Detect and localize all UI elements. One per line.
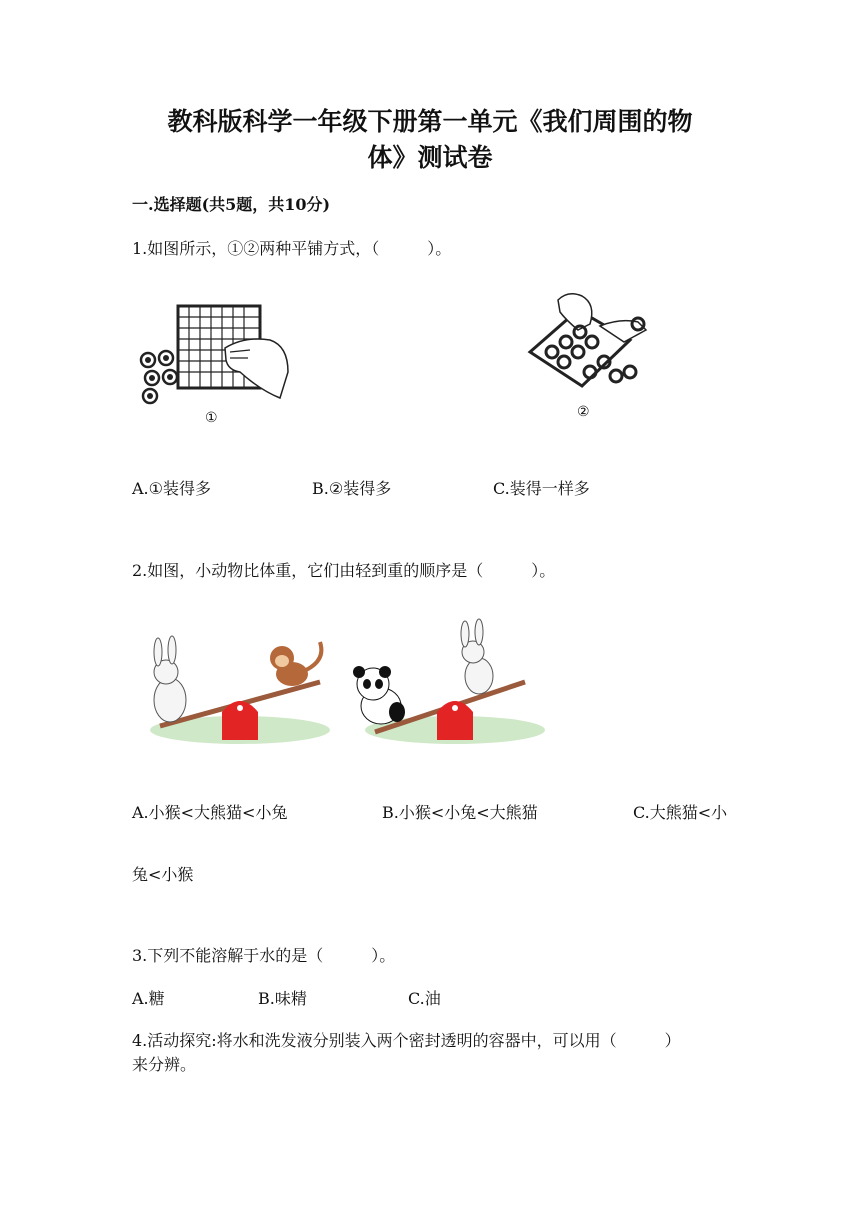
nut-tray-figure-2 (520, 290, 660, 410)
question-3: 3.下列不能溶解于水的是（ ）。 (132, 946, 396, 965)
q1-option-b[interactable]: B.②装得多 (312, 479, 392, 498)
q2-option-c-continued: 兔<小猴 (132, 865, 194, 884)
question-4-line1: 4.活动探究:将水和洗发液分别装入两个密封透明的容器中，可以用（ ） (132, 1031, 681, 1050)
question-2: 2.如图，小动物比体重，它们由轻到重的顺序是（ ）。 (132, 561, 556, 580)
question-1: 1.如图所示，①②两种平铺方式，（ ）。 (132, 239, 452, 258)
section-heading: 一.选择题(共5题，共10分) (132, 195, 331, 214)
q1-option-a[interactable]: A.①装得多 (132, 479, 211, 498)
page-title-line1: 教科版科学一年级下册第一单元《我们周围的物 (167, 107, 693, 136)
figure-1-label: ① (205, 410, 218, 426)
page-title-line2: 体》测试卷 (367, 143, 493, 172)
seesaw-rabbit-monkey-illustration (140, 630, 330, 750)
q1-option-c[interactable]: C.装得一样多 (493, 479, 590, 498)
figure-2-label: ② (577, 404, 590, 420)
q3-option-c[interactable]: C.油 (408, 989, 441, 1008)
q3-option-b[interactable]: B.味精 (258, 989, 307, 1008)
q2-option-a[interactable]: A.小猴<大熊猫<小兔 (132, 803, 288, 822)
q3-option-a[interactable]: A.糖 (132, 989, 165, 1008)
q2-option-b[interactable]: B.小猴<小兔<大熊猫 (382, 803, 538, 822)
question-4-line2: 来分辨。 (132, 1055, 197, 1074)
q2-option-c[interactable]: C.大熊猫<小 (633, 803, 728, 822)
seesaw-panda-rabbit-illustration (345, 620, 545, 750)
